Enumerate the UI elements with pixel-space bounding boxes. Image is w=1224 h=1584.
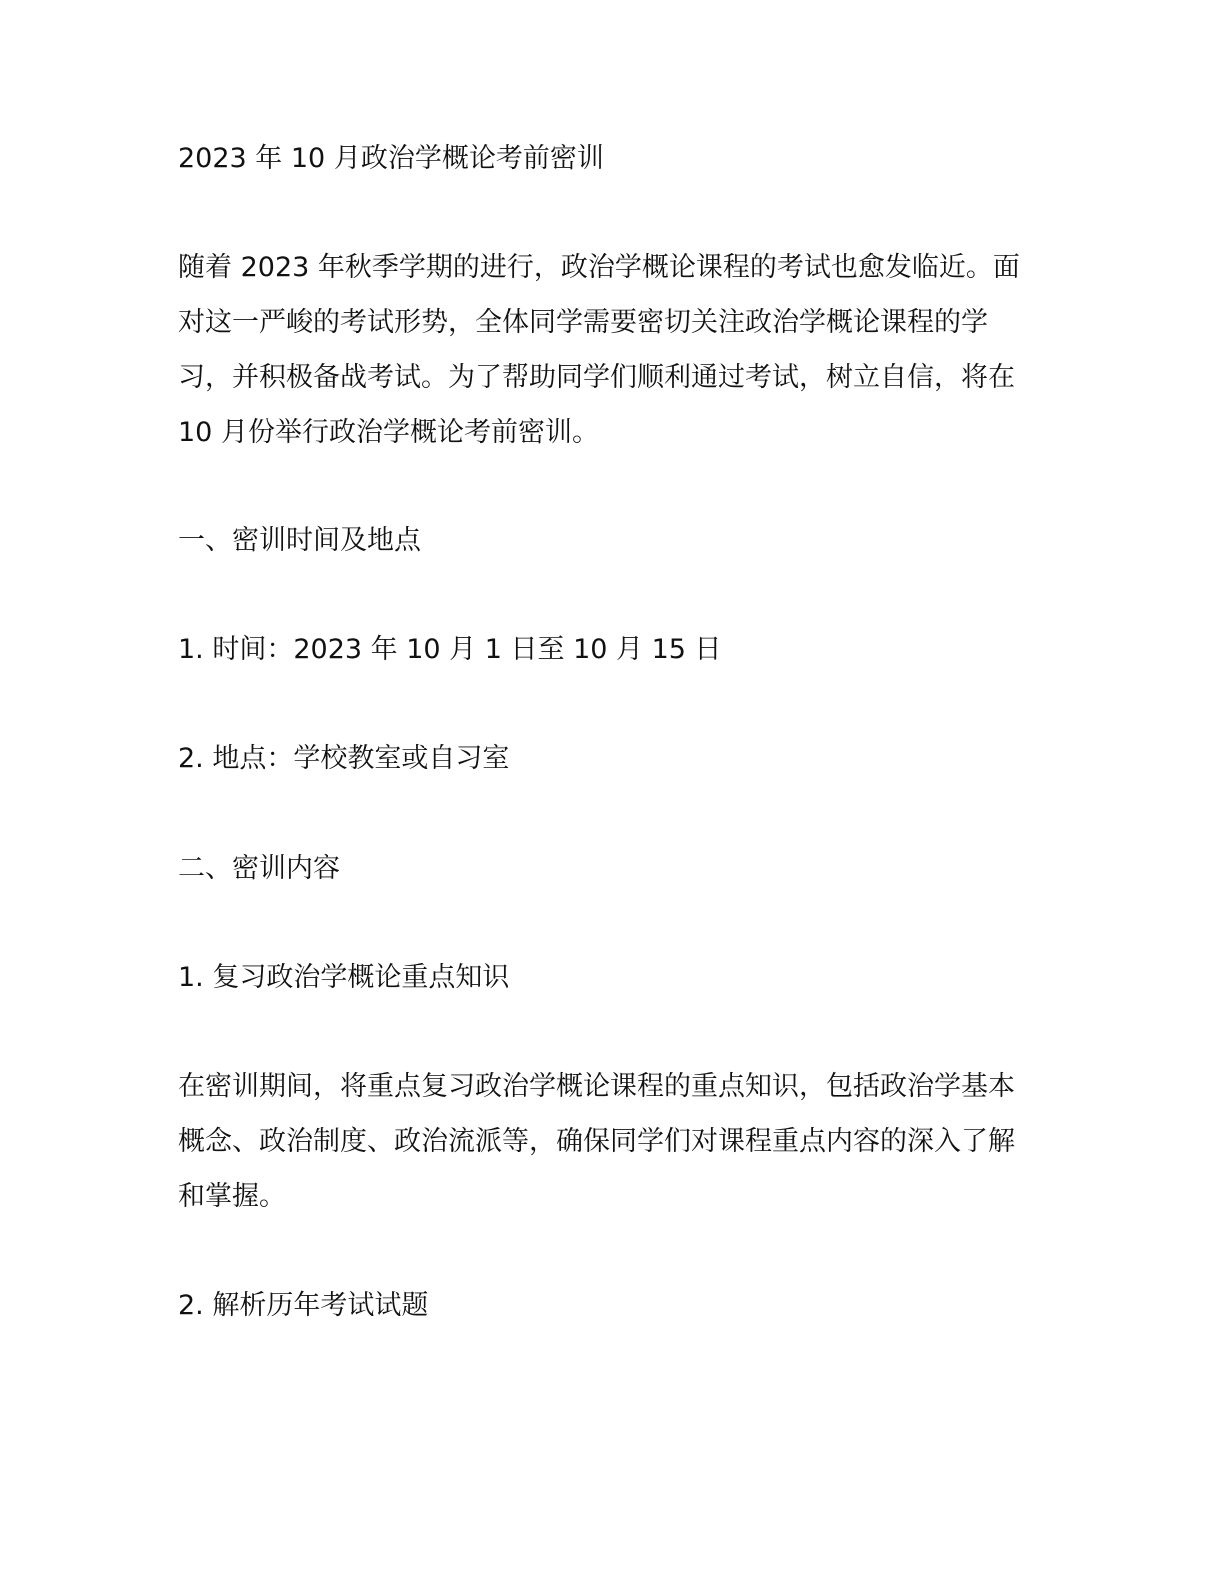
section-two-heading: 二、密训内容 <box>178 853 340 884</box>
subsection-one-heading: 1. 复习政治学概论重点知识 <box>178 962 510 993</box>
subsection-two-heading: 2. 解析历年考试试题 <box>178 1290 429 1321</box>
section-one-heading: 一、密训时间及地点 <box>178 525 421 556</box>
subsection-one-paragraph: 在密训期间，将重点复习政治学概论课程的重点知识，包括政治学基本概念、政治制度、政治流派等，确保同学们对课程重点内容的深入了解和掌握。 <box>178 1071 1015 1212</box>
location-item: 2. 地点：学校教室或自习室 <box>178 743 510 774</box>
time-item: 1. 时间：2023 年 10 月 1 日至 10 月 15 日 <box>178 634 722 665</box>
document-title: 2023 年 10 月政治学概论考前密训 <box>178 143 604 174</box>
intro-paragraph: 随着 2023 年秋季学期的进行，政治学概论课程的考试也愈发临近。面对这一严峻的考试形势，全体同学需要密切关注政治学概论课程的学习，并积极备战考试。为了帮助同学们顺利通过考试，树立自信，将在 10 月份举行政治学概论考前密训。 <box>178 252 1020 448</box>
